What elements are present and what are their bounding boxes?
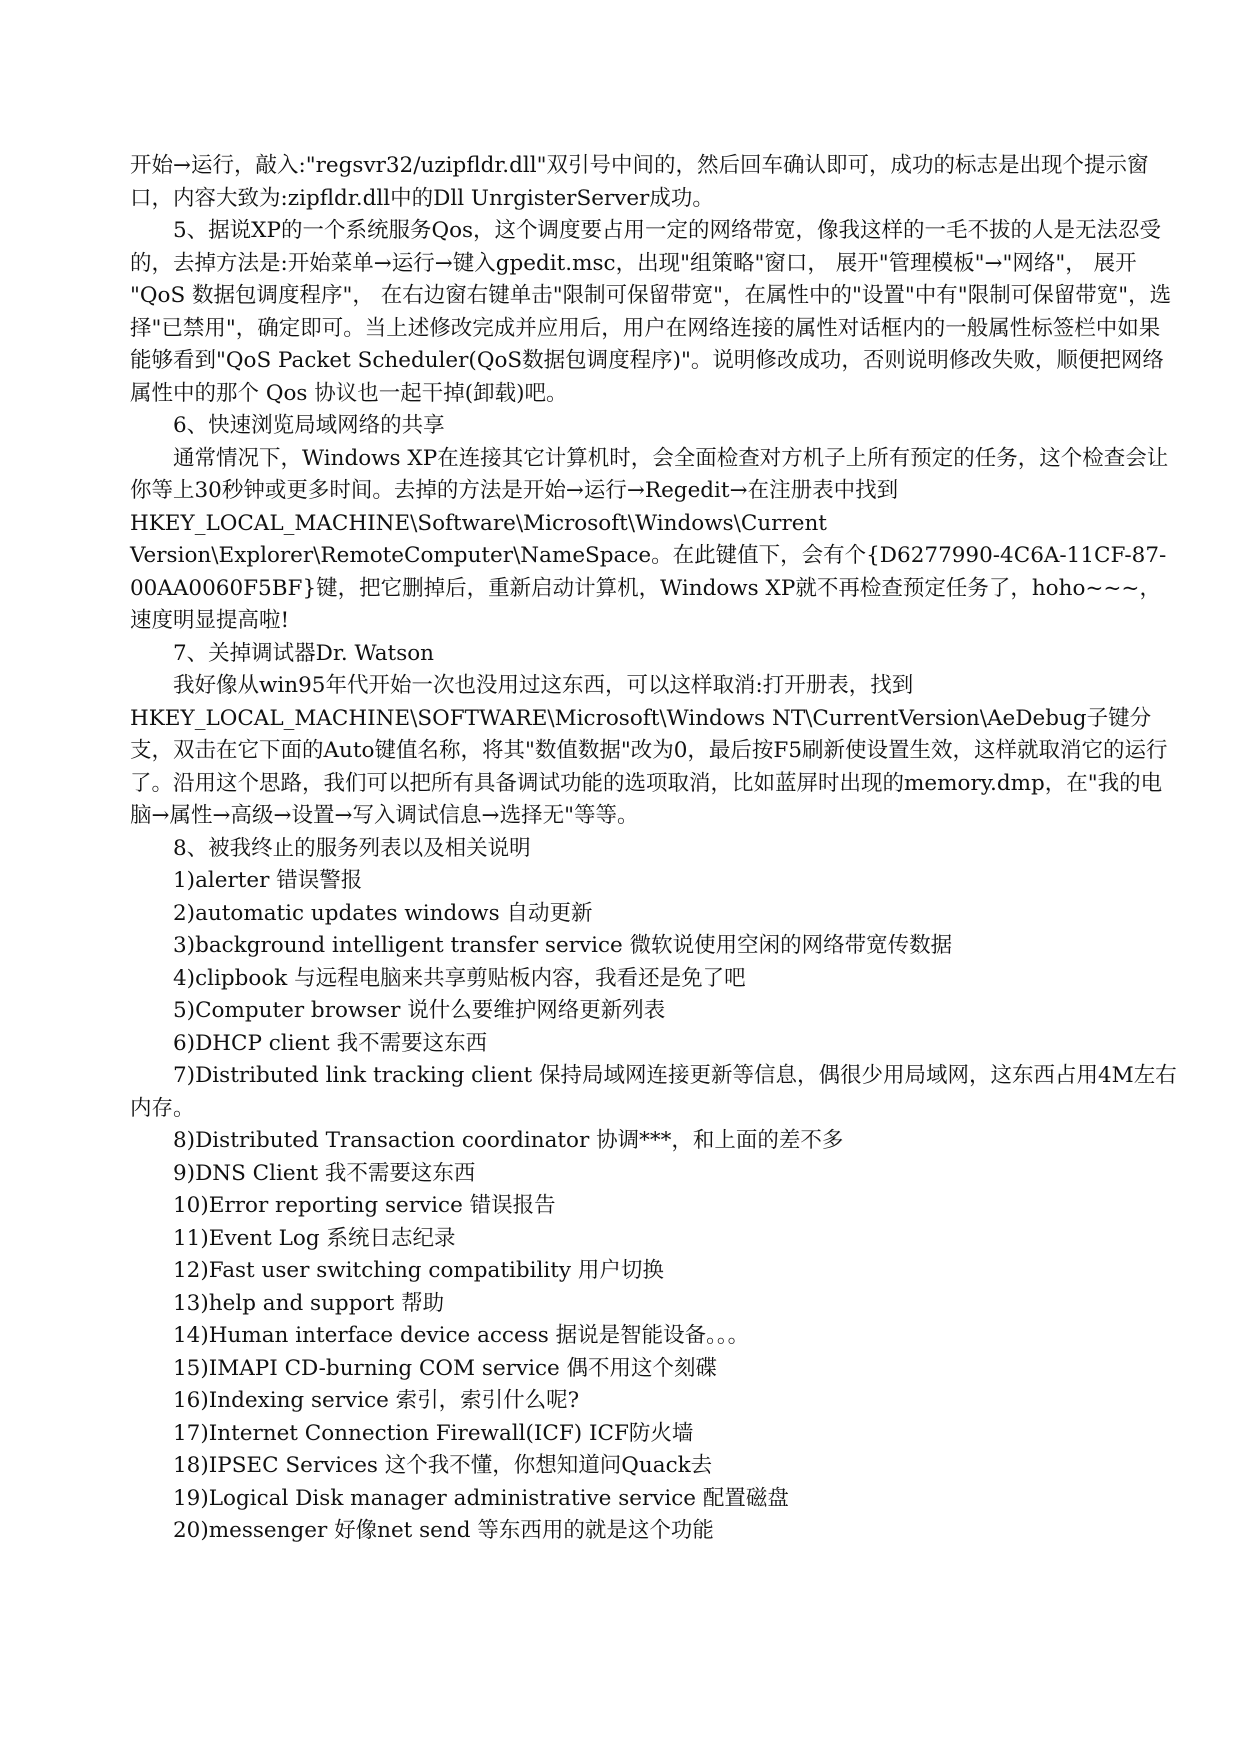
list-item: 7)Distributed link tracking client 保持局域网连接更新等信息，偶很少用局域网，这东西占用4M左右内存。 <box>130 1063 1177 1121</box>
list-item: 3)background intelligent transfer service 微软说使用空闲的网络带宽传数据 <box>173 933 953 958</box>
paragraph: 通常情况下，Windows XP在连接其它计算机时，会全面检查对方机子上所有预定的任务，这个检查会让你等上30秒钟或更多时间。去掉的方法是开始→运行→Regedit→在注册表中找到HKEY_LOCAL_MACHINE\Software\Microsoft\Windows\Current Version\Explorer\RemoteComputer\NameSpace。在此键值下，会有个{D6277990-4C6A-11CF-87-00AA0060F5BF}键，把它删掉后，重新启动计算机，Windows XP就不再检查预定任务了，hoho~~~，速度明显提高啦! <box>130 445 1169 633</box>
list-item: 11)Event Log 系统日志纪录 <box>173 1225 456 1251</box>
list-item: 13)help and support 帮助 <box>173 1290 445 1316</box>
section-heading: 7、关掉调试器Dr. Watson <box>173 640 435 666</box>
list-item: 4)clipbook 与远程电脑来共享剪贴板内容，我看还是免了吧 <box>173 965 746 991</box>
list-item: 15)IMAPI CD-burning COM service 偶不用这个刻碟 <box>173 1355 718 1381</box>
list-item: 12)Fast user switching compatibility 用户切换 <box>173 1258 664 1283</box>
paragraph: 开始→运行，敲入:"regsvr32/uzipfldr.dll"双引号中间的，然后回车确认即可，成功的标志是出现个提示窗口，内容大致为:zipfldr.dll中的Dll UnrgisterServer成功。 <box>130 153 1149 211</box>
list-item: 9)DNS Client 我不需要这东西 <box>173 1160 476 1186</box>
paragraph: 5、据说XP的一个系统服务Qos，这个调度要占用一定的网络带宽，像我这样的一毛不拔的人是无法忍受的，去掉方法是:开始菜单→运行→键入gpedit.msc，出现"组策略"窗口， 展开"管理模板"→"网络"， 展开 "QoS 数据包调度程序"， 在右边窗右键单击"限制可保留带宽"，在属性中的"设置"中有"限制可保留带宽"，选择"已禁用"，确定即可。当上述修改完成并应用后，用户在网络连接的属性对话框内的一般属性标签栏中如果能够看到"QoS Packet Scheduler(QoS数据包调度程序)"。说明修改成功，否则说明修改失败，顺便把网络属性中的那个 Qos 协议也一起干掉(卸载)吧。 <box>130 218 1172 406</box>
list-item: 17)Internet Connection Firewall(ICF) ICF防火墙 <box>173 1420 694 1446</box>
section-heading: 6、快速浏览局域网络的共享 <box>173 413 445 438</box>
section-heading: 8、被我终止的服务列表以及相关说明 <box>173 835 531 861</box>
list-item: 6)DHCP client 我不需要这东西 <box>173 1030 488 1056</box>
list-item: 14)Human interface device access 据说是智能设备。。。 <box>173 1323 750 1348</box>
list-item: 18)IPSEC Services 这个我不懂，你想知道问Quack去 <box>173 1453 713 1478</box>
list-item: 1)alerter 错误警报 <box>173 868 363 893</box>
paragraph: 我好像从win95年代开始一次也没用过这东西，可以这样取消:打开册表，找到HKEY_LOCAL_MACHINE\SOFTWARE\Microsoft\Windows NT\CurrentVersion\AeDebug子键分支，双击在它下面的Auto键值名称，将其"数值数据"改为0，最后按F5刷新使设置生效，这样就取消它的运行了。沿用这个思路，我们可以把所有具备调试功能的选项取消，比如蓝屏时出现的memory.dmp，在"我的电脑→属性→高级→设置→写入调试信息→选择无"等等。 <box>130 673 1168 828</box>
document-body <box>130 150 1180 1548</box>
list-item: 10)Error reporting service 错误报告 <box>173 1193 556 1218</box>
list-item: 16)Indexing service 索引，索引什么呢? <box>173 1388 580 1413</box>
list-item: 20)messenger 好像net send 等东西用的就是这个功能 <box>173 1518 714 1543</box>
list-item: 5)Computer browser 说什么要维护网络更新列表 <box>173 998 666 1023</box>
list-item: 19)Logical Disk manager administrative service 配置磁盘 <box>173 1485 789 1511</box>
list-item: 2)automatic updates windows 自动更新 <box>173 900 593 926</box>
list-item: 8)Distributed Transaction coordinator 协调***，和上面的差不多 <box>173 1128 844 1153</box>
